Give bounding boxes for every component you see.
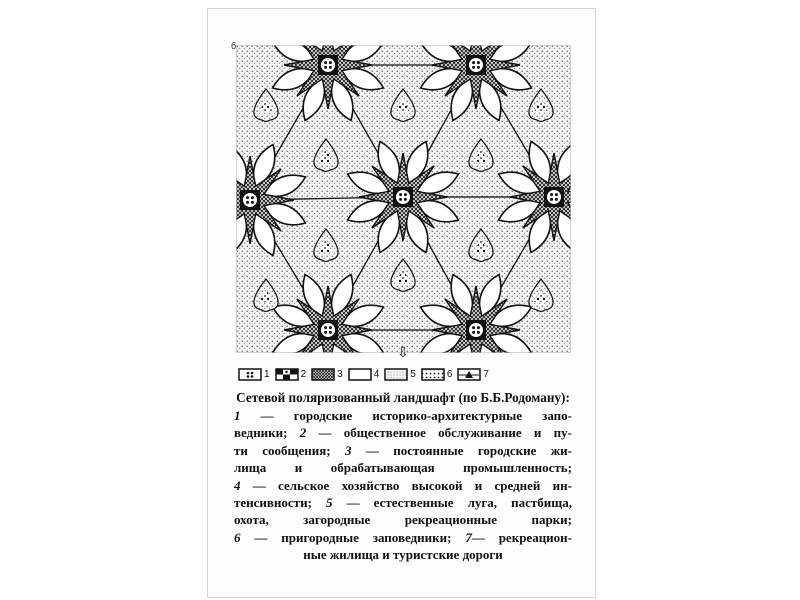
caption-line bbox=[234, 459, 572, 476]
legend-item-5 bbox=[384, 368, 416, 381]
caption-item-number: 2 bbox=[299, 425, 307, 441]
caption-title: Сетевой поляризованный ландшафт (по Б.Б.Родоману): bbox=[236, 390, 570, 405]
caption-text: — пригородные заповедники; bbox=[240, 529, 466, 545]
crosshatch-icon bbox=[311, 368, 335, 381]
caption-item-number: 7 bbox=[465, 529, 472, 545]
caption-line bbox=[234, 477, 572, 494]
caption-text: — сельское хозяйство высокой и средней ин- bbox=[240, 477, 572, 493]
caption-text: — общественное обслуживание и пу- bbox=[306, 425, 572, 441]
caption-item-number: 5 bbox=[325, 495, 333, 511]
legend-number: 4 bbox=[373, 368, 380, 380]
legend-number: 2 bbox=[300, 368, 307, 380]
legend-number: 1 bbox=[264, 368, 270, 380]
caption-item-number: 1 bbox=[234, 408, 241, 423]
legend-item-6 bbox=[421, 368, 453, 381]
caption-line bbox=[234, 424, 572, 441]
caption-line bbox=[234, 494, 572, 511]
caption-line bbox=[234, 442, 572, 459]
caption-text: лища и обрабатывающая промышленность; bbox=[234, 460, 572, 476]
caption-text: тенсивности; bbox=[234, 495, 326, 511]
legend-number: 3 bbox=[337, 368, 343, 380]
blank-icon bbox=[348, 368, 372, 381]
book-page bbox=[207, 8, 596, 598]
legend-item-1 bbox=[238, 368, 270, 381]
landscape-pattern-figure bbox=[236, 45, 571, 353]
caption-text: ти сообщения; bbox=[234, 442, 346, 458]
legend-item-7 bbox=[457, 368, 489, 381]
caption-text: — городские историко-архитектурные запо- bbox=[240, 408, 572, 423]
caption-item-number: 3 bbox=[345, 442, 352, 458]
caption-item-number: 6 bbox=[234, 529, 241, 545]
legend-item-3 bbox=[311, 368, 343, 381]
caption-line bbox=[234, 407, 572, 424]
legend-number: 5 bbox=[410, 368, 416, 380]
caption-item-number: 4 bbox=[234, 477, 241, 493]
figure-caption bbox=[234, 389, 572, 564]
dots-icon bbox=[238, 368, 262, 381]
caption-text: охота, загородные рекреационные парки; bbox=[234, 512, 572, 528]
legend-number: 6 bbox=[446, 368, 453, 380]
caption-text: ные жилища и туристские дороги bbox=[303, 547, 503, 563]
legend-item-2 bbox=[275, 368, 307, 381]
legend-item-4 bbox=[348, 368, 380, 381]
caption-text: ведники; bbox=[234, 425, 300, 441]
legend-number: 7 bbox=[483, 368, 489, 380]
fine-stipple-icon bbox=[384, 368, 408, 381]
caption-line bbox=[234, 546, 572, 563]
arrow-down-icon: ⇩ bbox=[397, 346, 409, 361]
caption-line bbox=[234, 529, 572, 546]
checker-icon bbox=[275, 368, 299, 381]
caption-text: — естественные луга, пастбища, bbox=[332, 495, 572, 511]
legend bbox=[238, 363, 568, 385]
coarse-dots-icon bbox=[421, 368, 445, 381]
caption-line bbox=[234, 511, 572, 528]
figure-letter: б bbox=[231, 41, 237, 51]
caption-body bbox=[234, 407, 572, 564]
caption-text: — рекреацион- bbox=[471, 529, 572, 545]
caption-text: — постоянные городские жи- bbox=[351, 442, 572, 458]
triangle-road-icon bbox=[457, 368, 481, 381]
